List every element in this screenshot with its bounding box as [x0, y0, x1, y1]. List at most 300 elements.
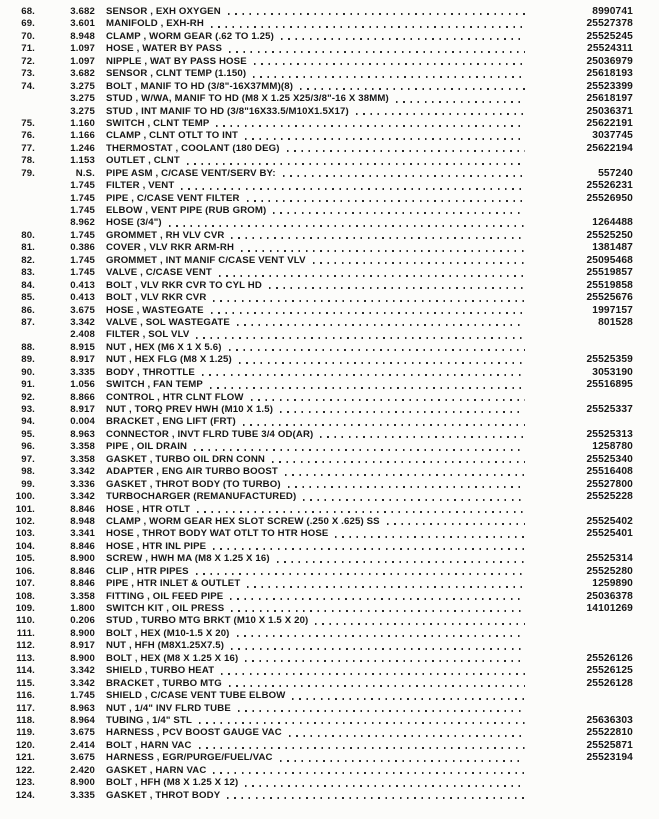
item-number: 105. [15, 553, 35, 565]
part-description: CLAMP , CLNT OTLT TO INT [106, 130, 239, 142]
item-number: 100. [15, 491, 35, 503]
part-description: NIPPLE , WAT BY PASS HOSE [106, 55, 247, 67]
part-description: HARNESS , EGR/PURGE/FUEL/VAC [106, 752, 273, 764]
item-number: 79. [21, 167, 35, 179]
part-description: PIPE , OIL DRAIN [106, 441, 188, 453]
item-number: 120. [15, 739, 35, 751]
parts-row [0, 155, 659, 167]
part-description: NUT , HFH (M8X1.25X7.5) [106, 640, 225, 652]
group-code: 0.004 [70, 416, 95, 428]
part-number: 25618197 [586, 93, 633, 105]
group-code: 1.160 [70, 117, 95, 129]
parts-row [0, 392, 659, 404]
dot-leader [281, 38, 525, 40]
dot-leader [292, 698, 525, 700]
dot-leader [320, 436, 525, 438]
part-number: 25525228 [586, 491, 633, 503]
group-code: 1.097 [70, 55, 95, 67]
group-code: 8.917 [70, 404, 95, 415]
parts-row [0, 578, 659, 590]
parts-row [0, 516, 659, 528]
part-description: GROMMET , INT MANIF C/CASE VENT VLV [106, 254, 306, 266]
item-number: 109. [15, 603, 35, 614]
part-description: SHIELD , C/CASE VENT TUBE ELBOW [106, 690, 286, 702]
parts-row [0, 528, 659, 540]
part-description: TURBOCHARGER (REMANUFACTURED) [106, 491, 297, 503]
parts-row [0, 230, 659, 242]
part-number: 25526126 [586, 652, 633, 664]
group-code: 1.166 [70, 130, 95, 142]
group-code: 3.675 [70, 304, 95, 316]
part-number: 25525402 [586, 515, 633, 527]
dot-leader [245, 138, 525, 140]
part-number: 25036378 [586, 590, 633, 602]
item-number: 88. [21, 341, 35, 353]
group-code: 3.342 [70, 665, 95, 677]
item-number: 91. [21, 379, 35, 391]
dot-leader [221, 673, 525, 675]
parts-row [0, 777, 659, 789]
group-code: 1.745 [70, 180, 95, 192]
item-number: 85. [21, 292, 35, 304]
group-code: 3.601 [70, 18, 95, 30]
part-description: HOSE , HTR OTLT [106, 503, 191, 515]
dot-leader [287, 150, 525, 152]
group-code: 3.335 [70, 789, 95, 801]
item-number: 123. [15, 777, 35, 789]
dot-leader [194, 449, 525, 451]
part-number: 25036979 [586, 55, 633, 67]
parts-row [0, 765, 659, 777]
part-description: TUBING , 1/4" STL [106, 714, 192, 726]
group-code: 3.675 [70, 727, 95, 739]
parts-row [0, 6, 659, 18]
group-code: 0.413 [70, 292, 95, 304]
parts-row [0, 566, 659, 578]
part-description: CONNECTOR , INVT FLRD TUBE 3/4 OD(AR) [106, 428, 314, 440]
group-code: 8.917 [70, 354, 95, 366]
group-code: 2.420 [70, 764, 95, 776]
group-code: 8.846 [70, 578, 95, 590]
dot-leader [211, 26, 525, 28]
group-code: 8.846 [70, 565, 95, 577]
part-description: GASKET , HARN VAC [106, 764, 207, 776]
parts-row [0, 292, 659, 304]
group-code: 8.900 [70, 553, 95, 565]
parts-row [0, 255, 659, 267]
part-description: NUT , HEX FLG (M8 X 1.25) [106, 354, 232, 366]
dot-leader [227, 797, 525, 799]
parts-row [0, 416, 659, 428]
item-number: 89. [21, 354, 35, 366]
item-number: 99. [21, 478, 35, 490]
part-description: SWITCH , FAN TEMP [106, 379, 203, 391]
group-code: 1.745 [70, 267, 95, 279]
parts-row [0, 591, 659, 603]
group-code: 8.948 [70, 30, 95, 42]
group-code: 3.358 [70, 453, 95, 465]
group-code: 1.745 [70, 192, 95, 204]
part-number: 25522810 [586, 727, 633, 739]
item-number: 81. [21, 242, 35, 254]
dot-leader [231, 610, 525, 612]
item-number: 82. [21, 254, 35, 266]
dot-leader [239, 362, 525, 364]
group-code: 8.917 [70, 640, 95, 652]
part-description: BOLT , HEX (M10-1.5 X 20) [106, 627, 230, 639]
item-number: 87. [21, 316, 35, 328]
parts-row [0, 379, 659, 391]
dot-leader [202, 374, 525, 376]
dot-leader [213, 772, 525, 774]
part-description: GASKET , THROT BODY [106, 789, 221, 801]
part-description: PIPE ASM , C/CASE VENT/SERV BY: [106, 167, 276, 179]
group-code: 8.915 [70, 341, 95, 353]
dot-leader [196, 573, 525, 575]
item-number: 92. [21, 391, 35, 403]
item-number: 86. [21, 304, 35, 316]
part-description: CLIP , HTR PIPES [106, 565, 189, 577]
dot-leader [315, 623, 525, 625]
part-number: 25525250 [586, 229, 633, 241]
dot-leader [272, 461, 525, 463]
group-code: 3.275 [70, 80, 95, 92]
item-number: 113. [16, 652, 35, 664]
parts-row [0, 479, 659, 491]
dot-leader [231, 237, 525, 239]
item-number: 110. [16, 615, 35, 627]
part-description: PIPE , HTR INLET & OUTLET [106, 578, 241, 590]
part-number: 25526125 [586, 665, 633, 677]
parts-row [0, 342, 659, 354]
dot-leader [396, 101, 525, 103]
part-description: BRACKET , ENG LIFT (FRT) [106, 416, 236, 428]
dot-leader [254, 63, 525, 65]
part-number: 25525245 [586, 30, 633, 42]
parts-row [0, 354, 659, 366]
dot-leader [219, 275, 525, 277]
part-description: STUD , W/WA, MANIF TO HD (M8 X 1.25 X25/3/8"-16 X 38MM) [106, 93, 389, 105]
dot-leader [253, 76, 525, 78]
parts-row [0, 665, 659, 677]
parts-row [0, 504, 659, 516]
part-number: 25622191 [586, 117, 633, 129]
item-number: 77. [21, 142, 35, 154]
parts-row [0, 553, 659, 565]
part-description: HOSE , WATER BY PASS [106, 43, 223, 55]
part-description: OUTLET , CLNT [106, 155, 180, 167]
part-number: 25526950 [586, 192, 633, 204]
group-code: 1.153 [70, 155, 95, 167]
item-number: 90. [21, 366, 35, 378]
dot-leader [211, 312, 525, 314]
group-code: N.S. [75, 167, 95, 179]
part-number: 1997157 [592, 304, 633, 316]
dot-leader [196, 337, 525, 339]
dot-leader [247, 586, 525, 588]
item-number: 71. [21, 43, 35, 55]
item-number: 69. [21, 18, 35, 30]
part-description: HOSE (3/4") [106, 217, 162, 229]
part-description: HOSE , WASTEGATE [106, 304, 204, 316]
item-number: 70. [21, 30, 35, 42]
dot-leader [238, 710, 525, 712]
part-number: 8990741 [592, 6, 633, 17]
item-number: 93. [21, 404, 35, 415]
parts-row [0, 367, 659, 379]
item-number: 95. [21, 428, 35, 440]
group-code: 1.056 [70, 379, 95, 391]
part-number: 25525871 [586, 739, 633, 751]
group-code: 8.900 [70, 627, 95, 639]
parts-row [0, 168, 659, 180]
part-number: 25524311 [587, 43, 633, 55]
item-number: 80. [21, 229, 35, 241]
group-code: 3.341 [70, 528, 95, 540]
dot-leader [230, 598, 525, 600]
dot-leader [283, 175, 525, 177]
part-number: 25527800 [586, 478, 633, 490]
part-description: FILTER , VENT [106, 180, 175, 192]
part-number: 25525359 [586, 354, 633, 366]
parts-row [0, 205, 659, 217]
part-description: BOLT , HFH (M8 X 1.25 X 12) [106, 777, 239, 789]
item-number: 76. [21, 130, 35, 142]
part-description: BOLT , HEX (M8 X 1.25 X 16) [106, 652, 239, 664]
part-description: SWITCH KIT , OIL PRESS [106, 603, 225, 614]
item-number: 96. [21, 441, 35, 453]
dot-leader [387, 523, 525, 525]
part-description: HOSE , HTR INL PIPE [106, 540, 207, 552]
parts-row [0, 329, 659, 341]
dot-leader [199, 722, 525, 724]
item-number: 122. [15, 764, 35, 776]
part-description: SENSOR , EXH OXYGEN [106, 6, 221, 17]
group-code: 3.275 [70, 105, 95, 117]
parts-row [0, 143, 659, 155]
parts-row [0, 93, 659, 105]
group-code: 8.900 [70, 652, 95, 664]
part-description: BOLT , HARN VAC [106, 739, 192, 751]
parts-row [0, 429, 659, 441]
dot-leader [229, 349, 525, 351]
dot-leader [245, 785, 525, 787]
group-code: 1.097 [70, 43, 95, 55]
group-code: 0.386 [70, 242, 95, 254]
dot-leader [199, 747, 525, 749]
parts-row [0, 491, 659, 503]
parts-row [0, 217, 659, 229]
part-number: 25525280 [586, 565, 633, 577]
parts-row [0, 106, 659, 118]
part-description: CLAMP , WORM GEAR (.62 TO 1.25) [106, 30, 274, 42]
group-code: 1.745 [70, 205, 95, 216]
dot-leader [303, 499, 525, 501]
part-description: HARNESS , PCV BOOST GAUGE VAC [106, 727, 282, 739]
item-number: 74. [21, 80, 35, 92]
parts-row [0, 81, 659, 93]
group-code: 8.900 [70, 777, 95, 789]
parts-row [0, 68, 659, 80]
dot-leader [241, 250, 525, 252]
dot-leader [300, 88, 525, 90]
parts-row [0, 640, 659, 652]
part-description: BOLT , MANIF TO HD (3/8"-16X37MM)(8) [106, 80, 294, 92]
item-number: 111. [16, 627, 35, 639]
part-number: 25036371 [586, 105, 633, 117]
group-code: 3.342 [70, 491, 95, 503]
part-description: CLAMP , WORM GEAR HEX SLOT SCREW (.250 X .625) SS [106, 515, 380, 527]
dot-leader [229, 685, 525, 687]
group-code: 0.206 [70, 615, 95, 627]
part-number: 25525401 [586, 528, 633, 540]
parts-row [0, 56, 659, 68]
parts-row [0, 715, 659, 727]
dot-leader [251, 399, 525, 401]
item-number: 98. [21, 466, 35, 478]
parts-row [0, 678, 659, 690]
group-code: 3.336 [70, 478, 95, 490]
part-number: 25519857 [586, 267, 633, 279]
part-description: NUT , 1/4" INV FLRD TUBE [106, 702, 231, 714]
group-code: 3.682 [70, 6, 95, 17]
part-description: COVER , VLV RKR ARM-RH [106, 242, 235, 254]
part-description: VALVE , C/CASE VENT [106, 267, 212, 279]
part-number: 1258780 [592, 441, 633, 453]
group-code: 2.408 [70, 329, 95, 341]
group-code: 0.413 [70, 279, 95, 291]
parts-row [0, 242, 659, 254]
item-number: 118. [16, 714, 35, 726]
item-number: 72. [21, 55, 35, 67]
parts-row [0, 454, 659, 466]
dot-leader [313, 262, 525, 264]
parts-row [0, 193, 659, 205]
item-number: 75. [21, 117, 35, 129]
part-description: HOSE , THROT BODY WAT OTLT TO HTR HOSE [106, 528, 329, 540]
group-code: 3.335 [70, 366, 95, 378]
parts-row [0, 317, 659, 329]
part-number: 25525337 [586, 404, 633, 415]
part-number: 14101269 [586, 603, 633, 614]
parts-row [0, 280, 659, 292]
part-number: 25618193 [586, 68, 633, 80]
item-number: 108. [15, 590, 35, 602]
parts-row [0, 130, 659, 142]
part-number: 25523194 [586, 752, 633, 764]
item-number: 124. [15, 789, 35, 801]
item-number: 94. [21, 416, 35, 428]
group-code: 1.246 [70, 142, 95, 154]
group-code: 3.358 [70, 441, 95, 453]
group-code: 8.963 [70, 702, 95, 714]
dot-leader [197, 511, 525, 513]
dot-leader [289, 735, 525, 737]
dot-leader [247, 200, 525, 202]
parts-row [0, 541, 659, 553]
parts-row [0, 752, 659, 764]
dot-leader [187, 163, 525, 165]
dot-leader [273, 212, 525, 214]
group-code: 3.342 [70, 466, 95, 478]
part-description: STUD , INT MANIF TO HD (3/8"16X33.5/M10X1.5X17) [106, 105, 349, 117]
part-number: 25525340 [586, 453, 633, 465]
part-number: 3053190 [592, 366, 633, 378]
group-code: 8.964 [70, 714, 95, 726]
parts-row [0, 267, 659, 279]
item-number: 107. [15, 578, 35, 590]
part-number: 25516408 [586, 466, 633, 478]
part-description: THERMOSTAT , COOLANT (180 DEG) [106, 142, 280, 154]
dot-leader [231, 648, 525, 650]
dot-leader [356, 113, 525, 115]
part-number: 25636303 [586, 714, 633, 726]
item-number: 104. [15, 540, 35, 552]
item-number: 114. [16, 665, 35, 677]
group-code: 3.275 [70, 93, 95, 105]
part-number: 25622194 [586, 142, 633, 154]
item-number: 101. [15, 503, 35, 515]
group-code: 3.358 [70, 590, 95, 602]
dot-leader [277, 561, 525, 563]
part-number: 25525314 [586, 553, 633, 565]
group-code: 3.342 [70, 316, 95, 328]
parts-row [0, 740, 659, 752]
dot-leader [280, 760, 525, 762]
part-description: BODY , THROTTLE [106, 366, 195, 378]
item-number: 117. [16, 702, 35, 714]
group-code: 1.800 [70, 603, 95, 614]
group-code: 1.745 [70, 690, 95, 702]
item-number: 121. [15, 752, 35, 764]
part-number: 1381487 [592, 242, 633, 254]
part-description: NUT , HEX (M6 X 1 X 5.6) [106, 341, 222, 353]
part-number: 1264488 [592, 217, 633, 229]
part-description: GASKET , TURBO OIL DRN CONN [106, 453, 265, 465]
part-number: 3037745 [592, 130, 633, 142]
dot-leader [237, 324, 525, 326]
group-code: 8.846 [70, 503, 95, 515]
group-code: 3.342 [70, 677, 95, 689]
dot-leader [169, 225, 525, 227]
parts-row [0, 603, 659, 615]
item-number: 112. [16, 640, 35, 652]
part-description: SWITCH , CLNT TEMP [106, 117, 210, 129]
part-number: 801528 [598, 316, 633, 328]
item-number: 102. [15, 515, 35, 527]
part-description: GASKET , THROT BODY (TO TURBO) [106, 478, 281, 490]
parts-row [0, 118, 659, 130]
part-number: 1259890 [592, 578, 633, 590]
part-number: 25525313 [586, 428, 633, 440]
part-description: BRACKET , TURBO MTG [106, 677, 222, 689]
parts-row [0, 615, 659, 627]
item-number: 68. [21, 6, 35, 17]
item-number: 83. [21, 267, 35, 279]
part-description: CONTROL , HTR CLNT FLOW [106, 391, 244, 403]
group-code: 8.963 [70, 428, 95, 440]
group-code: 3.675 [70, 752, 95, 764]
parts-row [0, 653, 659, 665]
dot-leader [210, 387, 525, 389]
part-description: NUT , TORQ PREV HWH (M10 X 1.5) [106, 404, 274, 415]
dot-leader [285, 474, 525, 476]
part-number: 25526231 [586, 180, 633, 192]
dot-leader [269, 287, 525, 289]
dot-leader [228, 13, 525, 15]
dot-leader [237, 635, 525, 637]
part-description: SENSOR , CLNT TEMP (1.150) [106, 68, 247, 80]
